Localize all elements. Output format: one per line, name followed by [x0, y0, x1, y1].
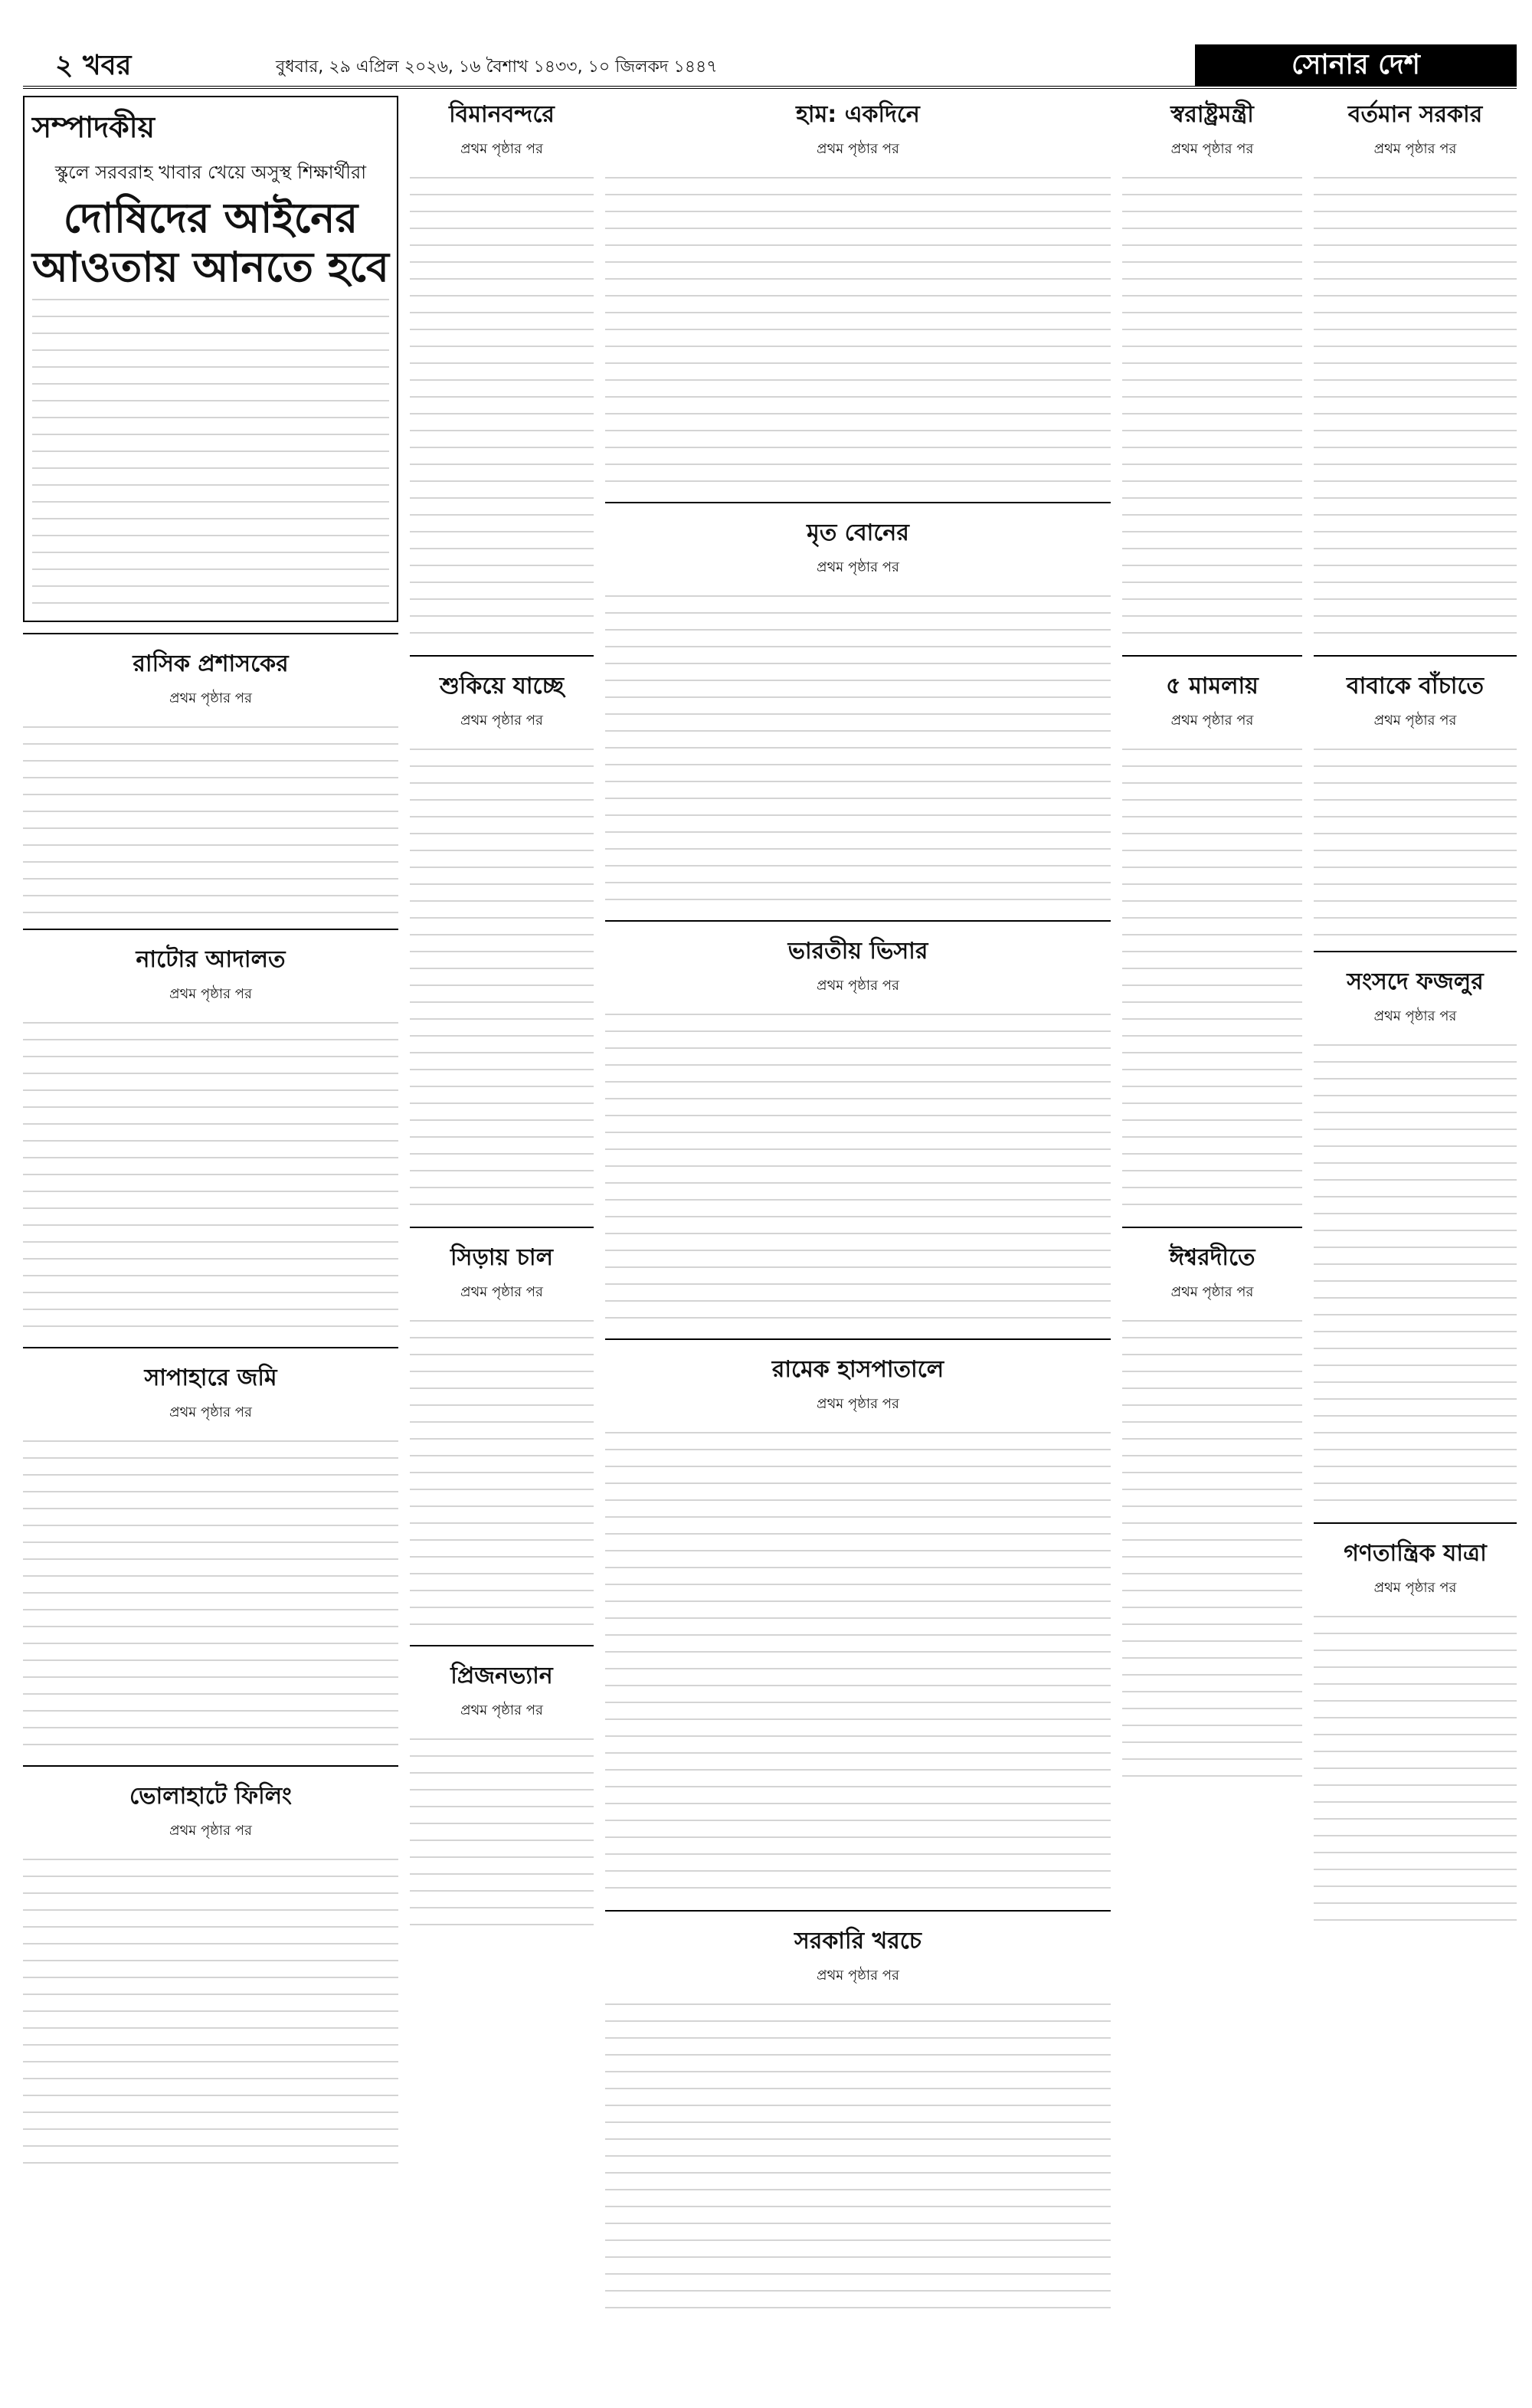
- article-body: [605, 169, 1111, 491]
- section-head: বিমানবন্দরে: [449, 101, 555, 128]
- article-body: [23, 719, 398, 918]
- section-head: ৫ মামলায়: [1166, 673, 1259, 699]
- article-body: [605, 1424, 1111, 1899]
- section-head: নাটোর আদালত: [136, 946, 286, 974]
- section-head: ঈশ্বরদীতে: [1169, 1244, 1255, 1271]
- news-column-3: [605, 96, 1111, 2318]
- continued-label: প্রথম পৃষ্ঠার পর: [169, 690, 252, 707]
- continued-label: প্রথম পৃষ্ঠার পর: [169, 1823, 252, 1840]
- editorial-label: সম্পাদকীয়: [32, 110, 155, 144]
- editorial-subtitle: স্কুলে সরবরাহ খাবার খেয়ে অসুস্থ শিক্ষার্থীরা: [54, 162, 367, 183]
- section-head: স্বরাষ্ট্রমন্ত্রী: [1170, 101, 1254, 128]
- article-body: [1314, 169, 1517, 644]
- newspaper-brand: সোনার দেশ: [1195, 44, 1517, 86]
- continued-label: প্রথম পৃষ্ঠার পর: [1373, 713, 1457, 729]
- editorial-headline: দোষিদের আইনের আওতায় আনতে হবে: [32, 194, 389, 291]
- continued-label: প্রথম পৃষ্ঠার পর: [460, 713, 543, 729]
- continued-label: প্রথম পৃষ্ঠার পর: [1170, 141, 1254, 157]
- continued-label: প্রথম পৃষ্ঠার পর: [817, 141, 899, 157]
- continued-label: প্রথম পৃষ্ঠার পর: [169, 986, 252, 1003]
- section-head: ভারতীয় ভিসার: [787, 938, 928, 965]
- article-body: [23, 1433, 398, 1754]
- article-body: [605, 1006, 1111, 1328]
- continued-label: প্রথম পৃষ্ঠার পর: [460, 1702, 543, 1718]
- article-body: [1314, 741, 1517, 940]
- news-column-5: [1314, 96, 1517, 1930]
- article-body: [1122, 1312, 1302, 1787]
- section-head: ভোলাহাটে ফিলিং: [129, 1783, 292, 1810]
- continued-label: প্রথম পৃষ্ঠার পর: [1373, 1008, 1457, 1024]
- section-head: সাপাহারে জমি: [144, 1365, 277, 1392]
- continued-label: প্রথম পৃষ্ঠার পর: [817, 978, 899, 994]
- article-body: [410, 741, 594, 1216]
- section-head: মৃত বোনের: [807, 519, 909, 546]
- section-head: সরকারি খরচে: [794, 1928, 921, 1954]
- article-body: [410, 169, 594, 644]
- article-body: [410, 1312, 594, 1634]
- date-line: বুধবার, ২৯ এপ্রিল ২০২৬, ১৬ বৈশাখ ১৪৩৩, ১০ জিলকদ ১৪৪৭: [276, 57, 718, 77]
- section-head: বাবাকে বাঁচাতে: [1346, 673, 1485, 699]
- section-head: সংসদে ফজলুর: [1347, 968, 1484, 995]
- masthead: [23, 44, 1517, 89]
- editorial-column: [23, 96, 398, 2173]
- section-head: প্রিজনভ্যান: [450, 1663, 553, 1689]
- section-head: হাম: একদিনে: [796, 101, 920, 128]
- news-column-4: [1122, 96, 1302, 1787]
- article-body: [605, 1996, 1111, 2318]
- article-body: [410, 1731, 594, 1930]
- section-head: রাসিক প্রশাসকের: [133, 650, 289, 678]
- continued-label: প্রথম পৃষ্ঠার পর: [1170, 713, 1254, 729]
- editorial-box: [23, 96, 398, 622]
- continued-label: প্রথম পৃষ্ঠার পর: [817, 1967, 899, 1984]
- article-body: [1122, 169, 1302, 644]
- article-body: [1314, 1608, 1517, 1930]
- article-body: [23, 1014, 398, 1336]
- continued-label: প্রথম পৃষ্ঠার পর: [460, 141, 543, 157]
- section-head: বর্তমান সরকার: [1347, 101, 1483, 128]
- section-head: রামেক হাসপাতালে: [771, 1356, 944, 1383]
- article-body: [605, 588, 1111, 909]
- continued-label: প্রথম পৃষ্ঠার পর: [460, 1284, 543, 1300]
- continued-label: প্রথম পৃষ্ঠার পর: [817, 1396, 899, 1412]
- continued-label: প্রথম পৃষ্ঠার পর: [1373, 141, 1457, 157]
- article-body: [1122, 741, 1302, 1216]
- continued-label: প্রথম পৃষ্ঠার পর: [1170, 1284, 1254, 1300]
- continued-label: প্রথম পৃষ্ঠার পর: [817, 559, 899, 575]
- editorial-body-text: [32, 291, 389, 613]
- article-body: [1314, 1037, 1517, 1512]
- article-body: [23, 1851, 398, 2173]
- continued-label: প্রথম পৃষ্ঠার পর: [1373, 1580, 1457, 1596]
- section-head: গণতান্ত্রিক যাত্রা: [1344, 1540, 1487, 1567]
- section-head: সিড়ায় চাল: [450, 1244, 553, 1271]
- page-number: ২ খবর: [55, 50, 132, 81]
- section-head: শুকিয়ে যাচ্ছে: [439, 673, 564, 699]
- news-column-2: [410, 96, 594, 1930]
- continued-label: প্রথম পৃষ্ঠার পর: [169, 1404, 252, 1421]
